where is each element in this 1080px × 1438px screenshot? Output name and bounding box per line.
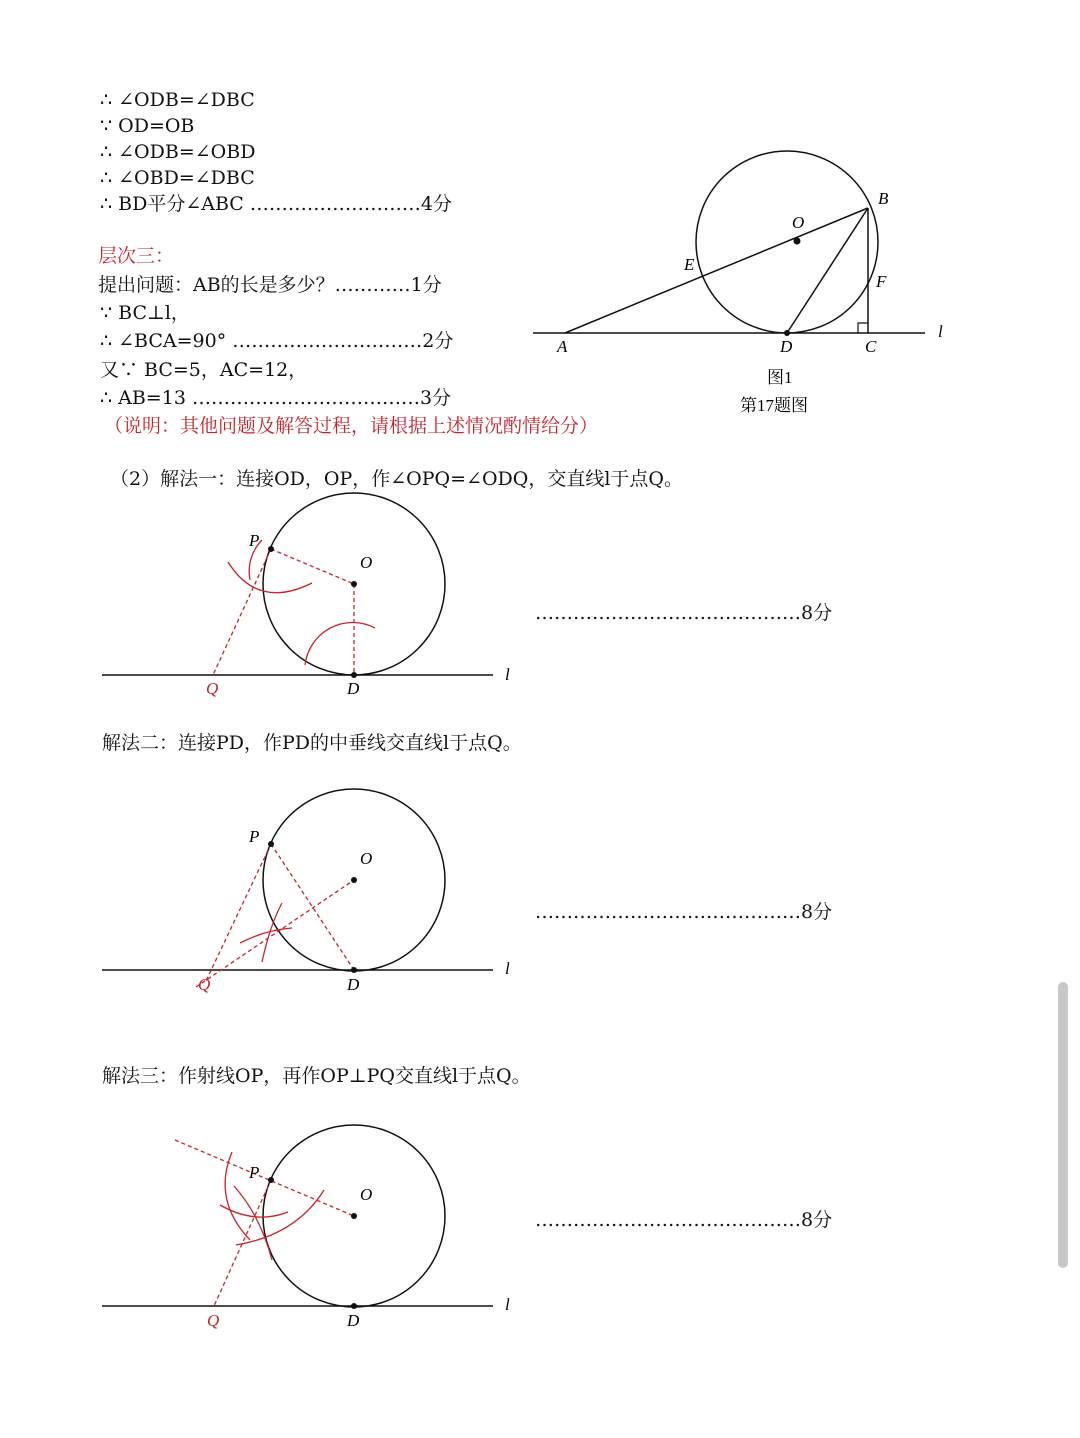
point-d — [351, 967, 357, 973]
label-l: l — [938, 322, 943, 341]
method1-text: （2）解法一：连接OD，OP，作∠OPQ=∠ODQ，交直线l于点Q。 — [110, 468, 683, 490]
label-p: P — [249, 531, 260, 550]
level3-line: 又∵ BC=5，AC=12， — [100, 359, 308, 381]
level3-line: ∴ AB=13 ………………………………3分 — [100, 387, 452, 409]
construction-arc — [228, 562, 312, 593]
label-q: Q — [206, 679, 219, 698]
score-method2: ……………………………………8分 — [535, 901, 833, 923]
construction-2 — [95, 786, 525, 1006]
label-d: D — [780, 337, 793, 356]
vertical-scrollbar[interactable] — [1058, 982, 1068, 1268]
label-o: O — [360, 1185, 373, 1204]
label-c: C — [865, 337, 877, 356]
label-p: P — [249, 827, 260, 846]
label-e: E — [684, 255, 695, 274]
label-l: l — [505, 665, 510, 684]
method2-text: 解法二：连接PD，作PD的中垂线交直线l于点Q。 — [102, 732, 522, 754]
construction-arc — [225, 1152, 250, 1240]
segment-pq — [205, 844, 271, 983]
construction-arc — [305, 622, 375, 665]
label-l: l — [505, 1295, 510, 1314]
level3-heading: 层次三： — [98, 245, 175, 267]
right-angle-mark — [858, 323, 868, 333]
construction-arc — [234, 1186, 272, 1260]
figure-caption: 图1 — [767, 368, 793, 387]
point-p — [268, 546, 274, 552]
construction-arc — [240, 928, 292, 943]
proof-line: ∵ OD=OB — [100, 115, 195, 137]
label-q: Q — [198, 975, 211, 994]
segment-pd — [271, 844, 354, 970]
label-a: A — [557, 337, 568, 356]
segment-pq — [213, 549, 271, 675]
level3-line: ∵ BC⊥l， — [100, 302, 190, 324]
proof-line: ∴ ∠ODB=∠OBD — [100, 141, 256, 163]
label-d: D — [347, 679, 360, 698]
figure-1 — [525, 140, 965, 430]
method3-text: 解法三：作射线OP，再作OP⊥PQ交直线l于点Q。 — [102, 1065, 531, 1087]
center-point-o — [351, 581, 357, 587]
score-method3: ……………………………………8分 — [535, 1209, 833, 1231]
center-point-o — [351, 1213, 357, 1219]
level3-line: 提出问题：AB的长是多少？…………1分 — [98, 274, 442, 296]
segment-op — [271, 549, 354, 584]
score-method1: ……………………………………8分 — [535, 602, 833, 624]
label-b: B — [878, 189, 889, 208]
center-point-o — [794, 238, 801, 245]
level3-line: ∴ ∠BCA=90° …………………………2分 — [100, 330, 454, 352]
proof-line: ∴ ∠ODB=∠DBC — [100, 89, 255, 111]
proof-line: ∴ BD平分∠ABC ………………………4分 — [100, 193, 452, 215]
center-point-o — [351, 877, 357, 883]
level3-note: （说明：其他问题及解答过程，请根据上述情况酌情给分） — [104, 415, 599, 437]
point-d — [351, 1303, 357, 1309]
point-d — [784, 330, 790, 336]
label-q: Q — [207, 1311, 220, 1330]
figure-caption: 第17题图 — [740, 396, 808, 415]
label-o: O — [792, 213, 805, 232]
segment-pq — [214, 1180, 271, 1306]
label-o: O — [360, 849, 373, 868]
proof-line: ∴ ∠OBD=∠DBC — [100, 167, 255, 189]
label-l: l — [505, 959, 510, 978]
ray-op — [175, 1140, 354, 1216]
point-p — [268, 841, 274, 847]
point-d — [351, 672, 357, 678]
label-d: D — [347, 1311, 360, 1330]
construction-1 — [95, 490, 525, 710]
segment-ab — [565, 208, 868, 333]
construction-3 — [95, 1120, 525, 1350]
point-p — [268, 1177, 274, 1183]
label-d: D — [347, 975, 360, 994]
label-o: O — [360, 553, 373, 572]
label-p: P — [249, 1163, 260, 1182]
label-f: F — [876, 272, 887, 291]
